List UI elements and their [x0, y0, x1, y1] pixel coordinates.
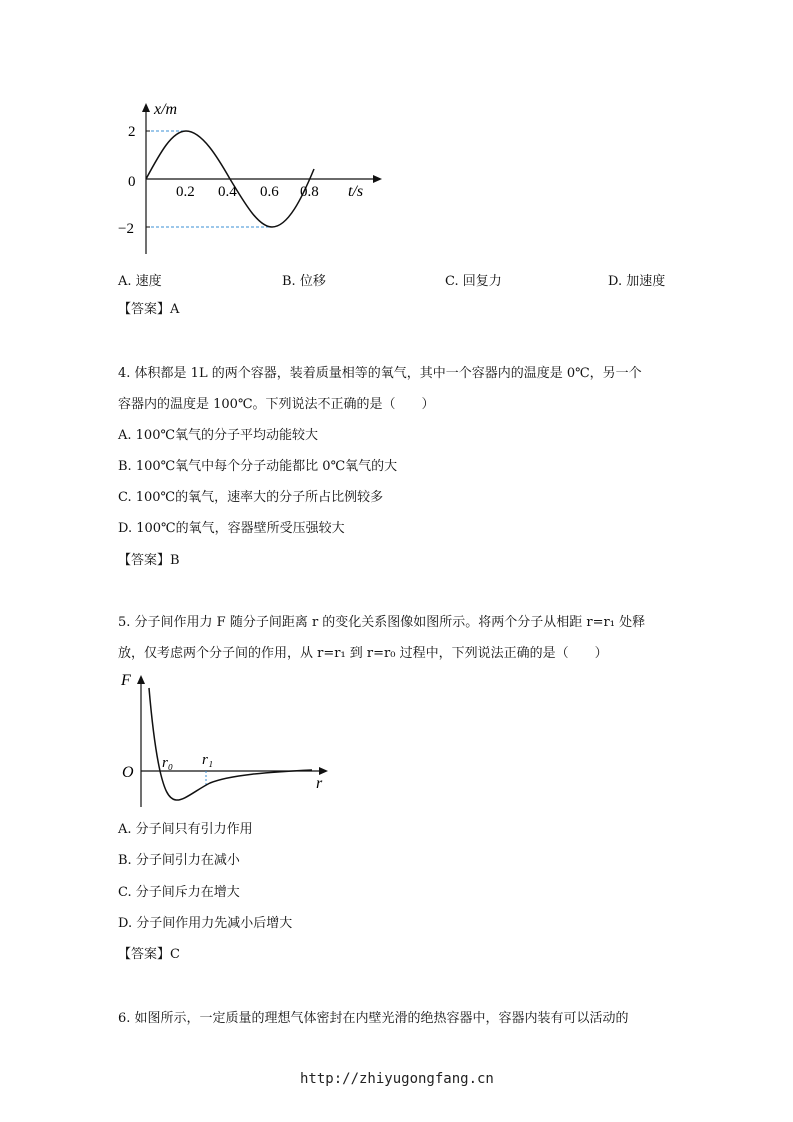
q5-option-a[interactable]: A. 分子间只有引力作用	[118, 822, 253, 837]
origin-label: O	[122, 764, 134, 781]
q5-stem-line1: 5. 分子间作用力 F 随分子间距离 r 的变化关系图像如图所示。将两个分子从相距 r=r₁ 处释	[118, 615, 646, 630]
x-tick-label-0.4: 0.4	[218, 184, 237, 200]
q4-option-c[interactable]: C. 100℃的氧气，速率大的分子所占比例较多	[118, 490, 384, 505]
q5-stem-line2: 放，仅考虑两个分子间的作用，从 r=r₁ 到 r=r₀ 过程中，下列说法正确的是（ ）	[118, 646, 608, 661]
y-axis-arrow	[137, 675, 145, 684]
q4-stem-line1: 4. 体积都是 1L 的两个容器，装着质量相等的氧气，其中一个容器内的温度是 0℃，另一个	[118, 366, 642, 381]
x-tick-label-0.2: 0.2	[176, 184, 195, 200]
q4-option-b[interactable]: B. 100℃氧气中每个分子动能都比 0℃氧气的大	[118, 459, 398, 474]
q5-answer: 【答案】C	[118, 947, 180, 962]
footer-url[interactable]: http://zhiyugongfang.cn	[300, 1071, 494, 1087]
x-axis-label: t/s	[348, 183, 364, 200]
q4-option-a[interactable]: A. 100℃氧气的分子平均动能较大	[118, 428, 319, 443]
x-axis-arrow	[319, 767, 328, 775]
y-tick-label-2: 2	[128, 124, 136, 140]
y-tick-label-neg2: −2	[118, 221, 134, 237]
xt-graph	[110, 98, 400, 260]
x-tick-label-0.8: 0.8	[300, 184, 319, 200]
y-axis-arrow	[142, 103, 150, 112]
q3-option-c[interactable]: C. 回复力	[445, 274, 502, 289]
r0-label: r₀	[162, 755, 174, 771]
q4-stem-line2: 容器内的温度是 100℃。下列说法不正确的是（ ）	[118, 397, 435, 412]
origin-label: 0	[128, 174, 136, 190]
y-axis-label: x/m	[154, 101, 178, 118]
q4-option-d[interactable]: D. 100℃的氧气，容器壁所受压强较大	[118, 521, 345, 536]
y-axis-label: F	[121, 672, 131, 689]
q5-option-d[interactable]: D. 分子间作用力先减小后增大	[118, 916, 293, 931]
q6-stem-line1: 6. 如图所示，一定质量的理想气体密封在内壁光滑的绝热容器中，容器内装有可以活动的	[118, 1011, 629, 1026]
q5-option-b[interactable]: B. 分子间引力在减小	[118, 853, 240, 868]
x-axis-arrow	[373, 175, 382, 183]
q3-option-a[interactable]: A. 速度	[118, 274, 162, 289]
r1-label: r₁	[202, 752, 214, 768]
force-curve	[149, 688, 312, 800]
x-tick-label-0.6: 0.6	[260, 184, 279, 200]
q5-option-c[interactable]: C. 分子间斥力在增大	[118, 885, 240, 900]
x-axis-label: r	[316, 775, 323, 792]
q3-option-b[interactable]: B. 位移	[282, 274, 326, 289]
fr-graph	[118, 668, 340, 810]
q4-answer: 【答案】B	[118, 553, 180, 568]
q3-option-d[interactable]: D. 加速度	[608, 274, 666, 289]
q3-answer: 【答案】A	[118, 302, 180, 317]
